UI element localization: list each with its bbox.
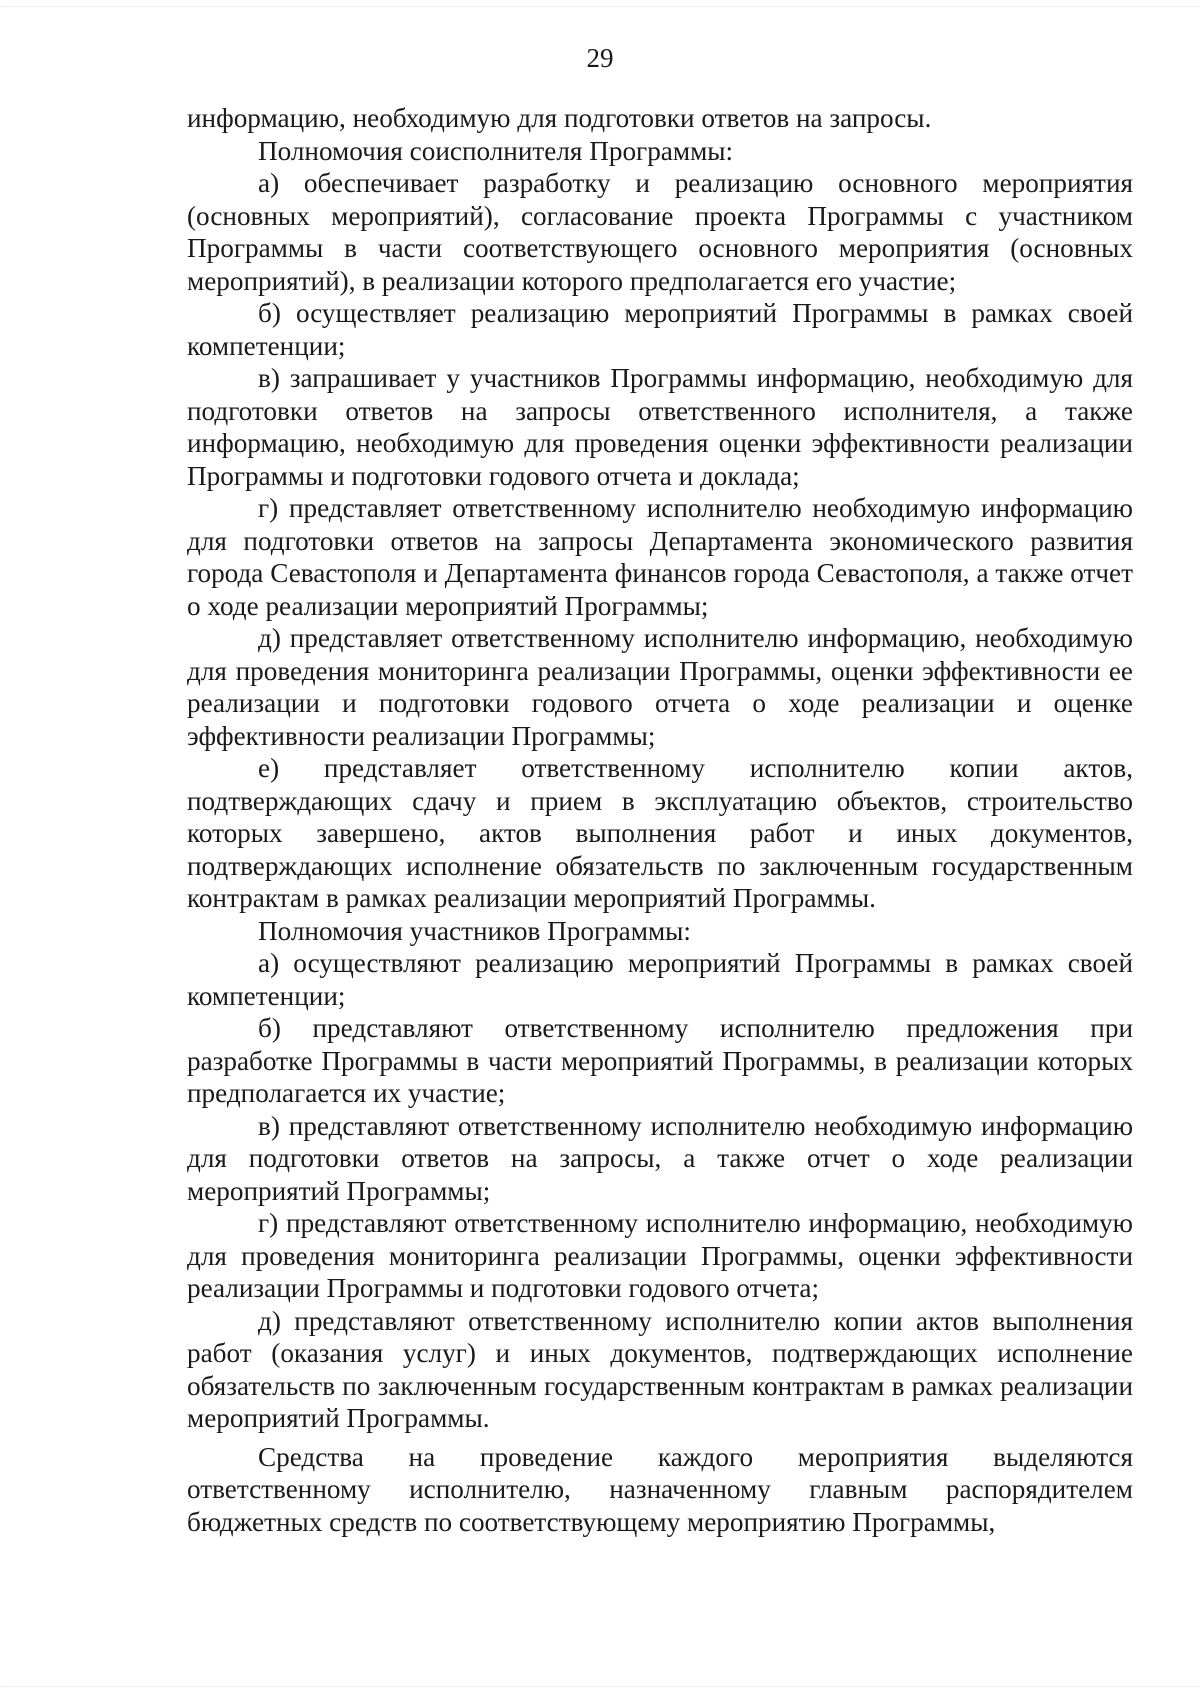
paragraph-co-executor-v: в) запрашивает у участников Программы информацию, необходимую для подготовки ответов на запросы ответственного исполнителя, а также информацию, необходимую для проведения оценки эффективности реализации Программы и подготовки годового отчета и доклада; bbox=[187, 363, 1133, 491]
paragraph-co-executor-b: б) осуществляет реализацию мероприятий Программы в рамках своей компетенции; bbox=[187, 298, 1133, 361]
paragraph-funding: Средства на проведение каждого мероприятия выделяются ответственному исполнителю, назначенному главным распорядителем бюджетных средств по соответствующему мероприятию Программы, bbox=[187, 1441, 1133, 1537]
paragraph-participants-v: в) представляют ответственному исполнителю необходимую информацию для подготовки ответов на запросы, а также отчет о ходе реализации мероприятий Программы; bbox=[187, 1110, 1133, 1206]
document-body bbox=[187, 102, 1133, 1538]
paragraph-participants-b: б) представляют ответственному исполнителю предложения при разработке Программы в части мероприятий Программы, в реализации которых предполагается их участие; bbox=[187, 1013, 1133, 1108]
paragraph-participants-g: г) представляют ответственному исполнителю информацию, необходимую для проведения мониторинга реализации Программы, оценки эффективности реализации Программы и подготовки годового отчета; bbox=[187, 1208, 1133, 1303]
paragraph-co-executor-d: д) представляет ответственному исполнителю информацию, необходимую для проведения мониторинга реализации Программы, оценки эффективности ее реализации и подготовки годового отчета о ходе реализации и оценке эффективности реализации Программы; bbox=[187, 623, 1133, 751]
paragraph-co-executor-a: а) обеспечивает разработку и реализацию основного мероприятия (основных мероприятий), согласование проекта Программы с участником Программы в части соответствующего основного мероприятия (основных мероприятий), в реализации которого предполагается его участие; bbox=[187, 168, 1133, 296]
page-number: 29 bbox=[586, 43, 614, 73]
scan-edge-bottom bbox=[0, 1686, 1200, 1693]
paragraph-co-executor-heading: Полномочия соисполнителя Программы: bbox=[258, 135, 734, 166]
scan-edge-top bbox=[0, 6, 1200, 13]
paragraph-participants-d: д) представляют ответственному исполнителю копии актов выполнения работ (оказания услуг) и иных документов, подтверждающих исполнение обязательств по заключенным государственным контрактам в рамках реализации мероприятий Программы. bbox=[187, 1305, 1133, 1433]
paragraph-continuation: информацию, необходимую для подготовки ответов на запросы. bbox=[187, 103, 932, 133]
paragraph-participants-a: а) осуществляют реализацию мероприятий Программы в рамках своей компетенции; bbox=[187, 948, 1133, 1011]
paragraph-participants-heading: Полномочия участников Программы: bbox=[258, 915, 691, 946]
paragraph-co-executor-g: г) представляет ответственному исполнителю необходимую информацию для подготовки ответов на запросы Департамента экономического развития города Севастополя и Департамента финансов города Севастополя, а также отчет о ходе реализации мероприятий Программы; bbox=[187, 493, 1133, 621]
paragraph-co-executor-e: е) представляет ответственному исполнителю копии актов, подтверждающих сдачу и прием в эксплуатацию объектов, строительство которых завершено, актов выполнения работ и иных документов, подтверждающих исполнение обязательств по заключенным государственным контрактам в рамках реализации мероприятий Программы. bbox=[187, 753, 1133, 913]
